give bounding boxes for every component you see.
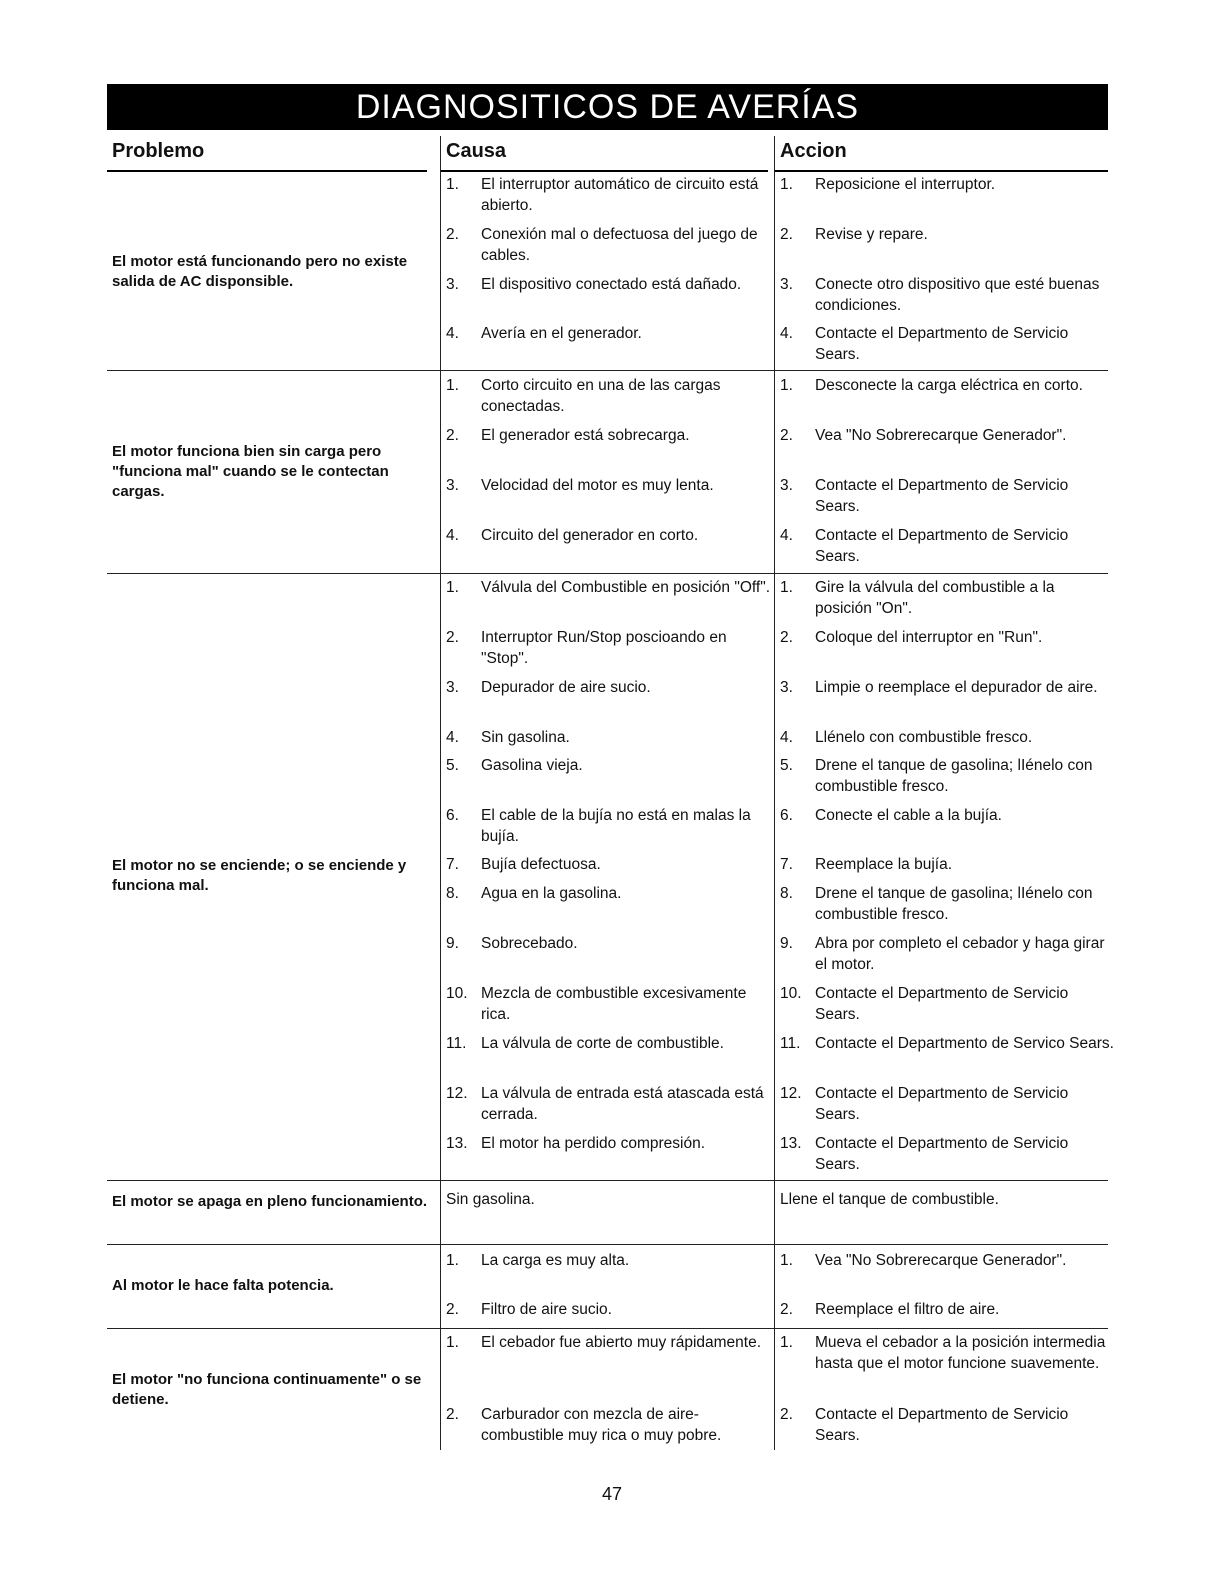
- problem-text: El motor no se enciende; o se enciende y funciona mal.: [112, 857, 407, 894]
- problem-text: El motor se apaga en pleno funcionamiento.: [112, 1193, 428, 1210]
- page-number: 47: [601, 1484, 623, 1504]
- column-divider: [440, 136, 441, 1450]
- problem-text: El motor funciona bien sin carga pero "funciona mal" cuando se le contectan cargas.: [112, 443, 389, 500]
- column-divider: [774, 136, 775, 1450]
- header-rule: [441, 170, 768, 172]
- cause-plain: Sin gasolina.: [446, 1191, 535, 1208]
- header-problema: Problemo: [112, 140, 205, 162]
- page-title: DIAGNOSITICOS DE AVERÍAS: [107, 84, 1108, 130]
- action-plain: Llene el tanque de combustible.: [780, 1191, 999, 1208]
- row-divider: [107, 573, 1108, 574]
- problem-text: El motor está funcionando pero no existe salida de AC disponsible.: [112, 253, 408, 290]
- header-rule: [775, 170, 1108, 172]
- problem-text: Al motor le hace falta potencia.: [112, 1277, 334, 1294]
- row-divider: [107, 1180, 1108, 1181]
- row-divider: [107, 1328, 1108, 1329]
- header-rule: [107, 170, 427, 172]
- row-divider: [107, 370, 1108, 371]
- header-accion: Accion: [780, 140, 847, 162]
- problem-text: El motor "no funciona continuamente" o se detiene.: [112, 1371, 422, 1408]
- header-causa: Causa: [446, 140, 507, 162]
- row-divider: [107, 1244, 1108, 1245]
